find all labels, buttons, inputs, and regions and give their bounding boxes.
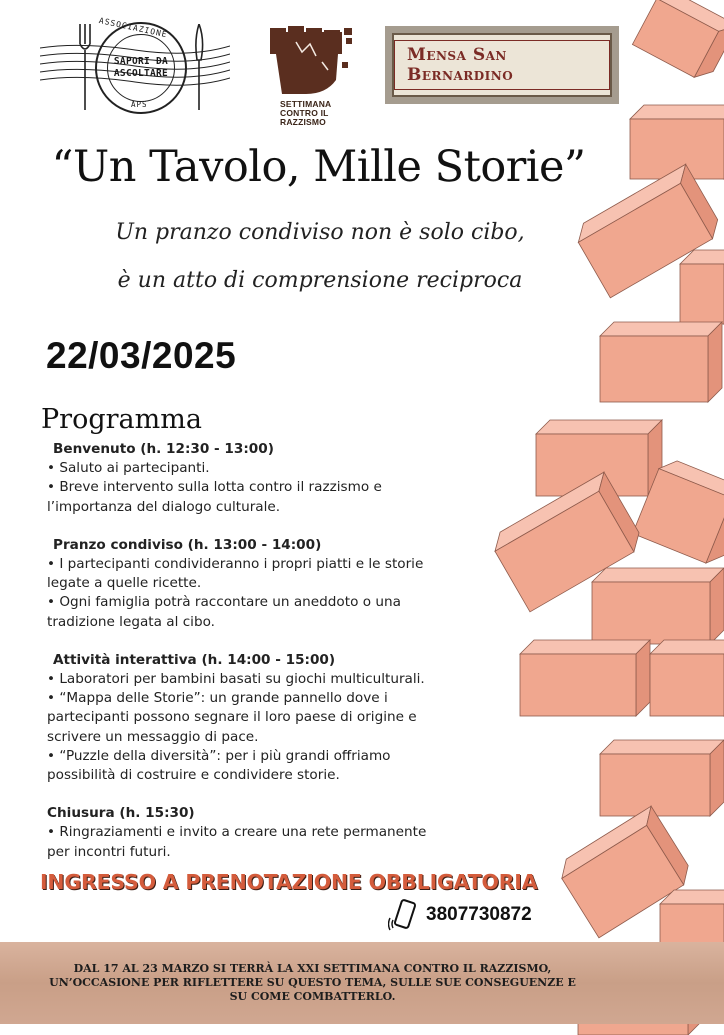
list-item: • Saluto ai partecipanti. [47, 460, 210, 477]
brick [632, 0, 724, 84]
program-section-welcome [47, 440, 487, 517]
association-arc-bottom: APS [131, 100, 148, 109]
brick [650, 640, 724, 716]
reservation-required-banner: INGRESSO A PRENOTAZIONE OBBLIGATORIA [40, 870, 538, 894]
brick [520, 640, 650, 716]
program-heading: Programma [41, 404, 202, 435]
program-section-lunch [47, 536, 487, 632]
phone-contact[interactable] [388, 898, 532, 932]
phone-icon [388, 898, 422, 932]
week-against-racism-logo [266, 22, 356, 137]
fork-icon [78, 24, 92, 110]
subtitle-line-2: è un atto di comprensione reciproca [117, 268, 523, 293]
list-item: • I partecipanti condivideranno i propri piatti e le storie legate a quelle ricette. [47, 556, 424, 592]
fist-icon [266, 22, 356, 102]
association-logo [40, 16, 230, 115]
mensa-name: Mensa San Bernardino [394, 40, 610, 90]
phone-number[interactable]: 3807730872 [426, 904, 532, 925]
association-arc-top: ASSOCIAZIONE [98, 16, 169, 40]
event-date: 22/03/2025 [46, 335, 237, 376]
section-title: Attività interattiva (h. 14:00 - 15:00) [53, 651, 336, 668]
mensa-logo [385, 26, 619, 104]
list-item: • “Puzzle della diversità”: per i più grandi offriamo possibilità di costruire e condividere storie. [47, 747, 391, 784]
footer-band [0, 942, 724, 1024]
section-title: Pranzo condiviso (h. 13:00 - 14:00) [53, 536, 322, 553]
brick [600, 740, 724, 816]
week-caption: SETTIMANA CONTRO IL RAZZISMO [280, 99, 332, 127]
list-item: • “Mappa delle Storie”: un grande pannello dove i partecipanti possono segnare il loro paese di origine e scrivere un messaggio di pace. [47, 690, 417, 745]
brick [592, 568, 724, 644]
knife-icon [192, 24, 206, 110]
footer-text: DAL 17 AL 23 MARZO SI TERRÀ LA XXI SETTIMANA CONTRO IL RAZZISMO, UN’OCCASIONE PER RIFLETTERE SU QUESTO TEMA, SULLE SUE CONSEGUENZE E SU COME COMBATTERLO. [49, 962, 576, 1003]
program-section-activities [47, 651, 487, 785]
list-item: • Breve intervento sulla lotta contro il razzismo e l’importanza del dialogo culturale. [47, 479, 382, 515]
association-name: SAPORI DA ASCOLTARE [113, 56, 169, 79]
subtitle-line-1: Un pranzo condiviso non è solo cibo, [115, 220, 525, 245]
brick [680, 250, 724, 324]
event-title: “Un Tavolo, Mille Storie” [51, 142, 586, 192]
list-item: • Ogni famiglia potrà raccontare un aneddoto o una tradizione legata al cibo. [47, 594, 401, 630]
brick [600, 322, 722, 402]
section-title: Chiusura (h. 15:30) [47, 805, 195, 822]
program-section-closing [47, 804, 487, 862]
program-list [47, 440, 487, 881]
list-item: • Ringraziamenti e invito a creare una rete permanente per incontri futuri. [47, 824, 427, 860]
list-item: • Laboratori per bambini basati su giochi multiculturali. [47, 671, 425, 688]
section-title: Benvenuto (h. 12:30 - 13:00) [53, 441, 274, 457]
